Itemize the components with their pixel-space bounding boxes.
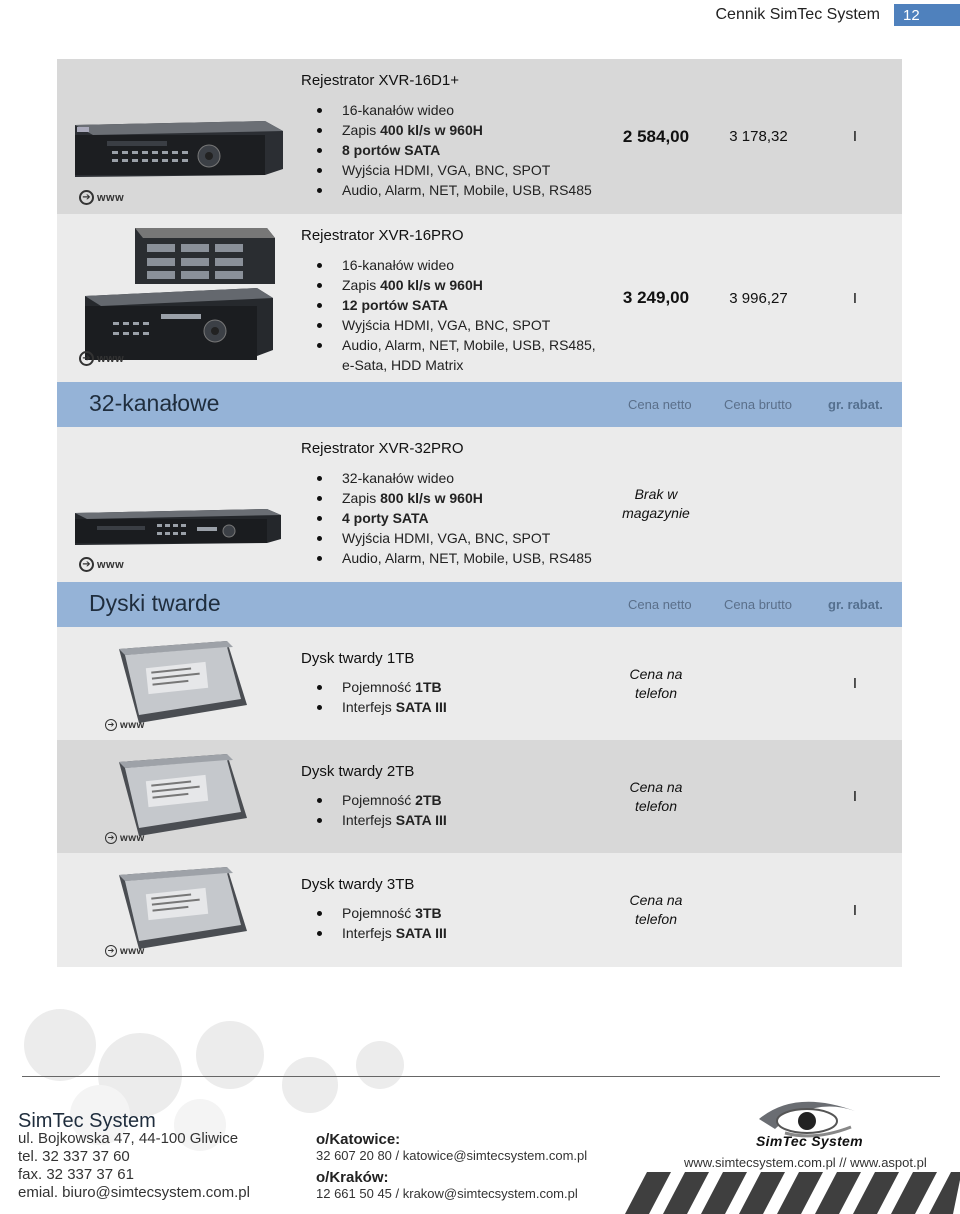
www-link[interactable]: ➔ www bbox=[105, 832, 145, 844]
product-image-xvr16d1 bbox=[57, 59, 297, 214]
discount-group: I bbox=[852, 675, 858, 692]
product-row-hdd1 bbox=[57, 627, 902, 740]
product-description bbox=[301, 59, 603, 214]
feature-list bbox=[301, 468, 603, 568]
feature-item: Pojemność 3TB bbox=[301, 903, 603, 923]
feature-item: Wyjścia HDMI, VGA, BNC, SPOT bbox=[301, 315, 603, 335]
discount-group: I bbox=[852, 289, 858, 307]
feature-item: Interfejs SATA III bbox=[301, 810, 603, 830]
feature-item: Interfejs SATA III bbox=[301, 923, 603, 943]
column-label-group: gr. rabat. bbox=[828, 597, 883, 612]
product-name: Rejestrator XVR-16PRO bbox=[301, 227, 464, 244]
footer-websites[interactable]: www.simtecsystem.com.pl // www.aspot.pl bbox=[684, 1155, 927, 1170]
feature-item: Audio, Alarm, NET, Mobile, USB, RS485 bbox=[301, 548, 603, 568]
net-price-cell bbox=[603, 59, 709, 214]
footer-fax: fax. 32 337 37 61 bbox=[18, 1166, 134, 1183]
availability-note: Brak w magazynie bbox=[622, 486, 690, 521]
feature-item-continued: e-Sata, HDD Matrix bbox=[342, 357, 464, 373]
section-header-hdd bbox=[57, 582, 902, 627]
www-link[interactable]: ➔ www bbox=[105, 719, 145, 731]
price-note: Cena na telefon bbox=[629, 665, 683, 701]
gross-price-cell bbox=[709, 214, 808, 382]
price-table bbox=[57, 59, 902, 967]
www-link[interactable]: ➔ www bbox=[79, 557, 124, 572]
section-header-32ch bbox=[57, 382, 902, 427]
arrow-right-icon: ➔ bbox=[105, 945, 117, 957]
product-name: Rejestrator XVR-32PRO bbox=[301, 440, 464, 457]
feature-list bbox=[301, 903, 603, 943]
footer-email[interactable]: emial. biuro@simtecsystem.com.pl bbox=[18, 1184, 250, 1201]
footer-divider bbox=[22, 1076, 940, 1077]
column-label-group: gr. rabat. bbox=[828, 397, 883, 412]
www-link[interactable]: ➔ www bbox=[79, 190, 124, 205]
decorative-stripes bbox=[625, 1172, 960, 1214]
footer-company-name: SimTec System bbox=[18, 1110, 156, 1132]
branch-katowice-info: 32 607 20 80 / katowice@simtecsystem.com.pl bbox=[316, 1148, 588, 1163]
discount-group-cell bbox=[808, 59, 902, 214]
feature-item: Audio, Alarm, NET, Mobile, USB, RS485 bbox=[301, 180, 603, 200]
product-description bbox=[301, 627, 603, 740]
price-note-cell bbox=[603, 627, 709, 740]
discount-group: I bbox=[852, 901, 858, 919]
feature-item: Pojemność 2TB bbox=[301, 790, 603, 810]
product-row-xvr16pro bbox=[57, 214, 902, 382]
footer-address: ul. Bojkowska 47, 44-100 Gliwice bbox=[18, 1130, 239, 1147]
page-number: 12 bbox=[894, 4, 960, 26]
gross-price: 3 178,32 bbox=[729, 128, 788, 145]
arrow-right-icon: ➔ bbox=[105, 832, 117, 844]
feature-item: Zapis 400 kl/s w 960H bbox=[301, 120, 603, 140]
arrow-right-icon: ➔ bbox=[79, 351, 94, 366]
product-name: Rejestrator XVR-16D1+ bbox=[301, 72, 459, 89]
arrow-right-icon: ➔ bbox=[79, 190, 94, 205]
feature-item: 12 portów SATA bbox=[301, 295, 603, 315]
discount-group-cell bbox=[808, 627, 902, 740]
product-image-hdd2 bbox=[57, 740, 297, 853]
section-title: 32-kanałowe bbox=[89, 390, 220, 416]
feature-item: Zapis 800 kl/s w 960H bbox=[301, 488, 603, 508]
discount-group: I bbox=[852, 128, 858, 145]
www-link[interactable]: ➔ www bbox=[79, 351, 124, 366]
feature-list bbox=[301, 677, 603, 717]
product-image-hdd1 bbox=[57, 627, 297, 740]
gross-price: 3 996,27 bbox=[729, 289, 788, 307]
product-image-xvr16pro bbox=[57, 214, 297, 382]
product-name: Dysk twardy 2TB bbox=[301, 763, 415, 780]
feature-item: Zapis 400 kl/s w 960H bbox=[301, 275, 603, 295]
footer-phone: tel. 32 337 37 60 bbox=[18, 1148, 130, 1165]
product-row-xvr32pro bbox=[57, 427, 902, 582]
branch-katowice-label: o/Katowice: bbox=[316, 1131, 401, 1148]
arrow-right-icon: ➔ bbox=[105, 719, 117, 731]
feature-item: Audio, Alarm, NET, Mobile, USB, RS485, bbox=[301, 335, 603, 355]
column-label-net: Cena netto bbox=[628, 397, 692, 412]
net-price: 2 584,00 bbox=[622, 126, 690, 146]
product-image-xvr32pro bbox=[57, 427, 297, 582]
logo-text: SimTec System bbox=[756, 1133, 863, 1149]
product-row-hdd2 bbox=[57, 740, 902, 853]
feature-list bbox=[301, 100, 603, 200]
feature-list bbox=[301, 255, 603, 375]
feature-item: Wyjścia HDMI, VGA, BNC, SPOT bbox=[301, 160, 603, 180]
product-row-hdd3 bbox=[57, 853, 902, 967]
availability-note-cell bbox=[603, 427, 709, 582]
feature-list bbox=[301, 790, 603, 830]
page-header bbox=[716, 4, 960, 26]
product-image-hdd3 bbox=[57, 853, 297, 967]
column-label-gross: Cena brutto bbox=[724, 597, 792, 612]
header-title: Cennik SimTec System bbox=[715, 6, 880, 23]
discount-group: I bbox=[852, 788, 858, 805]
branch-krakow-label: o/Kraków: bbox=[316, 1169, 389, 1186]
branch-krakow-info: 12 661 50 45 / krakow@simtecsystem.com.pl bbox=[316, 1186, 578, 1201]
net-price-cell bbox=[603, 214, 709, 382]
arrow-right-icon: ➔ bbox=[79, 557, 94, 572]
feature-item: Wyjścia HDMI, VGA, BNC, SPOT bbox=[301, 528, 603, 548]
discount-group-cell bbox=[808, 740, 902, 853]
gross-price-cell bbox=[709, 59, 808, 214]
www-link[interactable]: ➔ www bbox=[105, 945, 145, 957]
product-description bbox=[301, 214, 603, 382]
feature-item: Interfejs SATA III bbox=[301, 697, 603, 717]
product-description bbox=[301, 853, 603, 967]
price-note: Cena na telefon bbox=[629, 778, 683, 814]
price-note-cell bbox=[603, 853, 709, 967]
price-note-cell bbox=[603, 740, 709, 853]
feature-item: Pojemność 1TB bbox=[301, 677, 603, 697]
product-description bbox=[301, 427, 603, 582]
feature-item: 8 portów SATA bbox=[301, 140, 603, 160]
discount-group-cell bbox=[808, 853, 902, 967]
section-title: Dyski twarde bbox=[89, 590, 221, 616]
product-name: Dysk twardy 3TB bbox=[301, 876, 415, 893]
feature-item: 16-kanałów wideo bbox=[301, 100, 603, 120]
discount-group-cell bbox=[808, 214, 902, 382]
feature-item: 32-kanałów wideo bbox=[301, 468, 603, 488]
column-label-gross: Cena brutto bbox=[724, 397, 792, 412]
price-note: Cena na telefon bbox=[629, 892, 683, 927]
feature-item: 4 porty SATA bbox=[301, 508, 603, 528]
feature-item: 16-kanałów wideo bbox=[301, 255, 603, 275]
product-name: Dysk twardy 1TB bbox=[301, 650, 415, 667]
product-description bbox=[301, 740, 603, 853]
net-price: 3 249,00 bbox=[622, 288, 690, 307]
product-row-xvr16d1 bbox=[57, 59, 902, 214]
column-label-net: Cena netto bbox=[628, 597, 692, 612]
